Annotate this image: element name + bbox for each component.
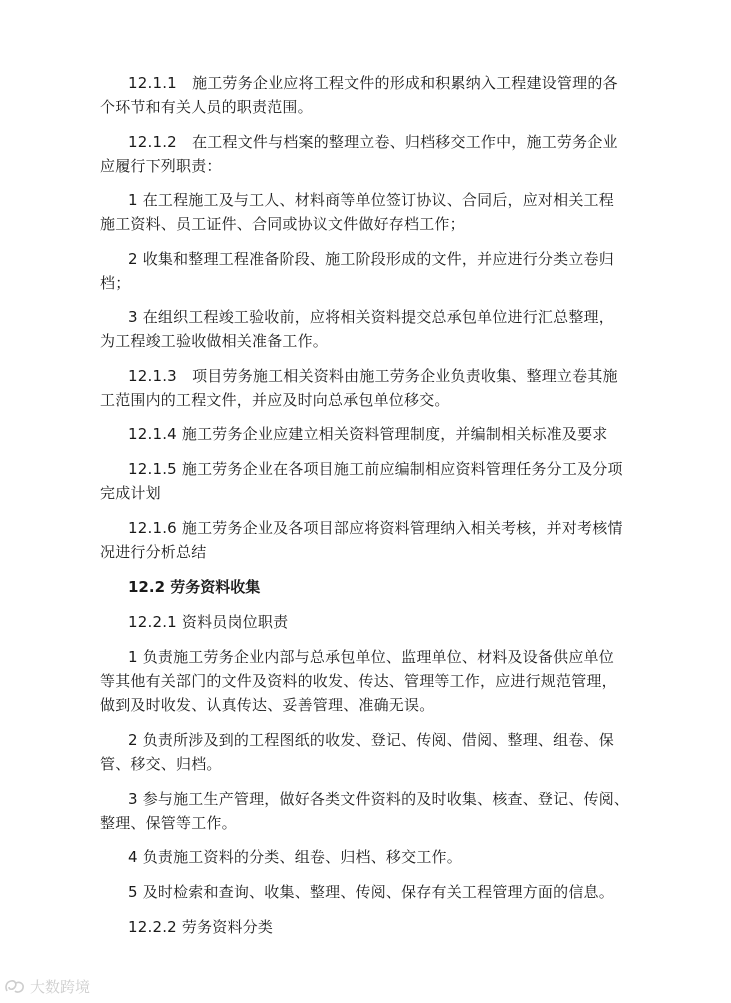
text-line: 做到及时收发、认真传达、妥善管理、准确无误。 <box>100 696 435 714</box>
text-line: 12.1.2 在工程文件与档案的整理立卷、归档移交工作中，施工劳务企业 <box>128 133 618 151</box>
paragraph-12-2-1 <box>100 610 640 634</box>
paragraph-12-2-2 <box>100 915 640 939</box>
paragraph-clerk-duty-4 <box>100 845 640 869</box>
watermark-text: 大数跨境 <box>30 978 91 996</box>
text-line: 2 负责所涉及到的工程图纸的收发、登记、传阅、借阅、整理、组卷、保 <box>128 731 614 749</box>
text-line: 为工程竣工验收做相关准备工作。 <box>100 332 329 350</box>
text-line: 工范围内的工程文件，并应及时向总承包单位移交。 <box>100 391 450 409</box>
paragraph-12-1-6 <box>100 516 640 564</box>
text-line: 应履行下列职责： <box>100 157 222 175</box>
text-line: 4 负责施工资料的分类、组卷、归档、移交工作。 <box>128 848 462 866</box>
paragraph-duty-2 <box>100 247 640 295</box>
text-line: 3 在组织工程竣工验收前，应将相关资料提交总承包单位进行汇总整理， <box>128 308 614 326</box>
text-line: 3 参与施工生产管理，做好各类文件资料的及时收集、核查、登记、传阅、 <box>128 790 630 808</box>
paragraph-duty-3 <box>100 305 640 353</box>
text-line: 1 在工程施工及与工人、材料商等单位签订协议、合同后，应对相关工程 <box>128 191 614 209</box>
text-line: 等其他有关部门的文件及资料的收发、传达、管理等工作，应进行规范管理， <box>100 672 617 690</box>
section-heading: 12.2 劳务资料收集 <box>128 578 261 596</box>
logo-icon <box>4 979 26 995</box>
paragraph-clerk-duty-3 <box>100 787 640 835</box>
text-line: 况进行分析总结 <box>100 543 207 561</box>
text-line: 1 负责施工劳务企业内部与总承包单位、监理单位、材料及设备供应单位 <box>128 648 614 666</box>
paragraph-clerk-duty-5 <box>100 880 640 904</box>
paragraph-12-1-5 <box>100 457 640 505</box>
text-line: 12.2.2 劳务资料分类 <box>128 918 274 936</box>
paragraph-12-1-4 <box>100 422 640 446</box>
paragraph-clerk-duty-1 <box>100 645 640 717</box>
text-line: 12.1.5 施工劳务企业在各项目施工前应编制相应资料管理任务分工及分项 <box>128 460 623 478</box>
text-line: 12.2.1 资料员岗位职责 <box>128 613 289 631</box>
text-line: 2 收集和整理工程准备阶段、施工阶段形成的文件，并应进行分类立卷归 <box>128 250 614 268</box>
text-line: 5 及时检索和查询、收集、整理、传阅、保存有关工程管理方面的信息。 <box>128 883 614 901</box>
text-line: 12.1.6 施工劳务企业及各项目部应将资料管理纳入相关考核，并对考核情 <box>128 519 623 537</box>
text-line: 12.1.4 施工劳务企业应建立相关资料管理制度，并编制相关标准及要求 <box>128 425 608 443</box>
text-line: 管、移交、归档。 <box>100 755 222 773</box>
text-line: 个环节和有关人员的职责范围。 <box>100 98 313 116</box>
text-line: 完成计划 <box>100 484 161 502</box>
paragraph-12-1-3 <box>100 364 640 412</box>
paragraph-12-1-1 <box>100 71 640 119</box>
paragraph-clerk-duty-2 <box>100 728 640 776</box>
text-line: 整理、保管等工作。 <box>100 814 237 832</box>
text-line: 12.1.3 项目劳务施工相关资料由施工劳务企业负责收集、整理立卷其施 <box>128 367 618 385</box>
paragraph-duty-1 <box>100 188 640 236</box>
text-line: 施工资料、员工证件、合同或协议文件做好存档工作； <box>100 215 465 233</box>
text-line: 档； <box>100 274 131 292</box>
watermark <box>4 976 90 997</box>
paragraph-12-1-2 <box>100 130 640 178</box>
text-line: 12.1.1 施工劳务企业应将工程文件的形成和积累纳入工程建设管理的各 <box>128 74 618 92</box>
